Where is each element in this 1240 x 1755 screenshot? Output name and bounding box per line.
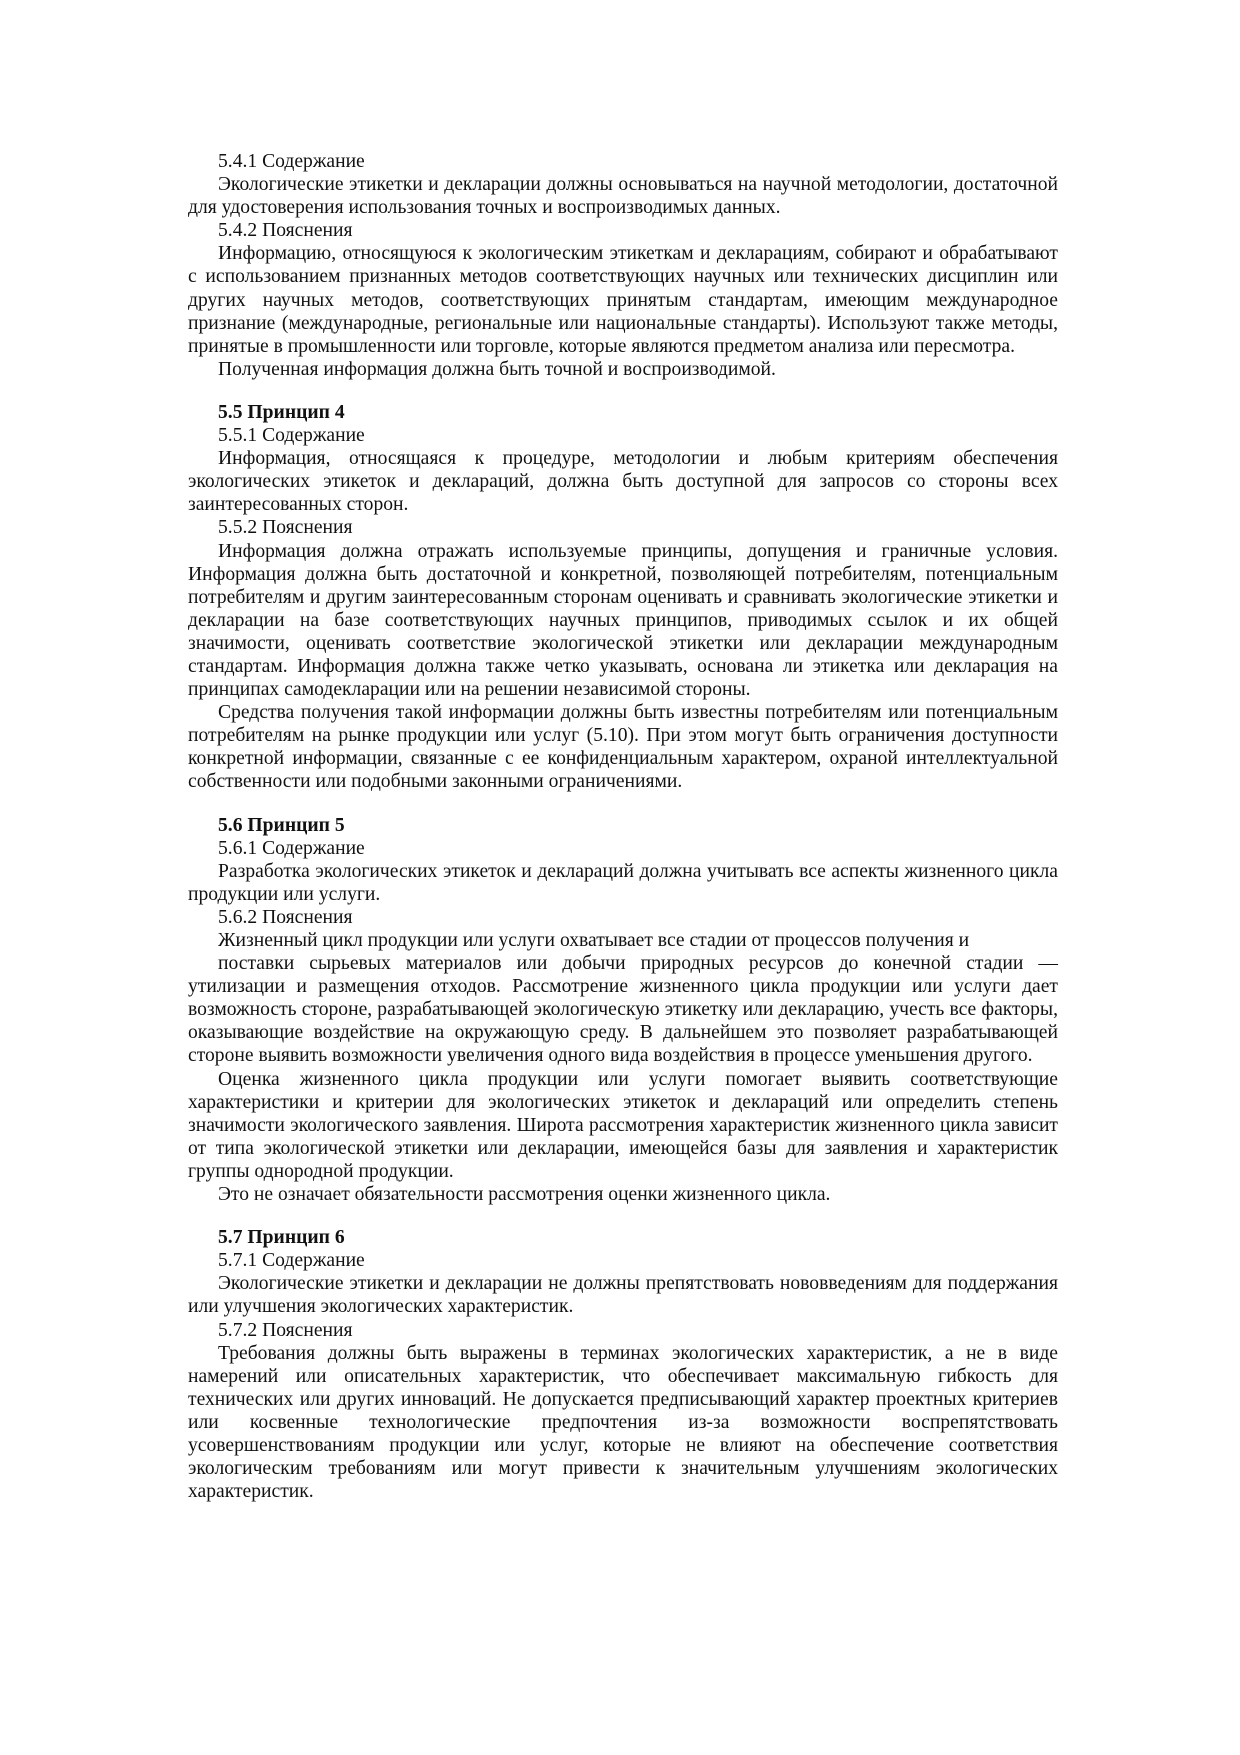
subsection-title: 5.7.1 Содержание <box>218 1250 365 1272</box>
paragraph: Средства получения такой информации должны быть известны потребителям или потенциальным потребителям на рынке продукции или услуг (5.10). При этом могут быть ограничения доступности конкретной информации, связанные с ее конфиденциальным характером, охраной интеллектуальной собственности или подобными законными ограничениями. <box>188 702 1058 793</box>
paragraph: Полученная информация должна быть точной и воспроизводимой. <box>218 358 776 380</box>
paragraph: Информация должна отражать используемые принципы, допущения и граничные условия. Информация должна быть достаточной и конкретной, позволяющей потребителям, потенциальным потребителям и другим заинтересованным сторонам оценивать и сравнивать экологические этикетки и декларации на базе соответствующих научных принципов, приводимых ссылок и их общей значимости, оценивать соответствие экологической этикетки или декларации международным стандартам. Информация должна также четко указывать, основана ли этикетка или декларация на принципах самодекларации или на решении независимой стороны. <box>188 540 1058 701</box>
paragraph: Разработка экологических этикеток и деклараций должна учитывать все аспекты жизненного цикла продукции или услуги. <box>188 860 1058 905</box>
subsection-title: 5.7.2 Пояснения <box>218 1319 353 1341</box>
section-gap <box>188 1206 1058 1226</box>
section-heading: 5.6 Принцип 5 <box>218 814 345 836</box>
paragraph: Информация, относящаяся к процедуре, методологии и любым критериям обеспечения экологических этикеток и деклараций, должна быть доступной для запросов со стороны всех заинтересованных сторон. <box>188 448 1058 516</box>
paragraph: Это не означает обязательности рассмотрения оценки жизненного цикла. <box>218 1184 831 1206</box>
subsection-title: 5.4.2 Пояснения <box>218 220 353 242</box>
paragraph-line: поставки сырьевых материалов или добычи природных ресурсов до конечной стадии — <box>218 953 1058 975</box>
section-gap <box>188 794 1058 814</box>
paragraph: утилизации и размещения отходов. Рассмотрение жизненного цикла продукции или услуги дает возможность стороне, разрабатывающей экологическую этикетку или декларацию, учесть все факторы, оказывающие воздействие на окружающую среду. В дальнейшем это позволяет разрабатывающей стороне выявить возможности увеличения одного вида воздействия в процессе уменьшения другого. <box>188 976 1058 1067</box>
paragraph: Требования должны быть выражены в терминах экологических характеристик, а не в виде намерений или описательных характеристик, что обеспечивает максимальную гибкость для технических или других инноваций. Не допускается предписывающий характер проектных критериев или косвенные технологические предпочтения из-за возможности воспрепятствовать усовершенствованиям продукции или услуг, которые не влияют на обеспечение соответствия экологическим требованиям или могут привести к значительным улучшениям экологических характеристик. <box>188 1342 1058 1503</box>
paragraph: Экологические этикетки и декларации должны основываться на научной методологии, достаточной для удостоверения использования точных и воспроизводимых данных. <box>188 174 1058 219</box>
document-page <box>188 150 1058 1503</box>
section-heading: 5.5 Принцип 4 <box>218 401 345 423</box>
paragraph: Оценка жизненного цикла продукции или услуги помогает выявить соответствующие характеристики и критерии для экологических этикеток и деклараций или определить степень значимости экологического заявления. Широта рассмотрения характеристик жизненного цикла зависит от типа экологической этикетки или декларации, имеющейся базы для заявления и характеристик группы однородной продукции. <box>188 1068 1058 1182</box>
subsection-title: 5.6.2 Пояснения <box>218 906 353 928</box>
paragraph: Экологические этикетки и декларации не должны препятствовать нововведениям для поддержания или улучшения экологических характеристик. <box>188 1273 1058 1318</box>
section-gap <box>188 381 1058 401</box>
section-heading: 5.7 Принцип 6 <box>218 1227 345 1249</box>
subsection-title: 5.6.1 Содержание <box>218 837 365 859</box>
subsection-title: 5.5.1 Содержание <box>218 425 365 447</box>
subsection-title: 5.5.2 Пояснения <box>218 517 353 539</box>
paragraph: Информацию, относящуюся к экологическим этикеткам и декларациям, собирают и обрабатывают с использованием признанных методов соответствующих научных или технических дисциплин или других научных методов, соответствующих принятым стандартам, имеющим международное признание (международные, региональные или национальные стандарты). Используют также методы, принятые в промышленности или торговле, которые являются предметом анализа или пересмотра. <box>188 243 1058 357</box>
paragraph-line: Жизненный цикл продукции или услуги охватывает все стадии от процессов получения и <box>218 930 970 951</box>
subsection-title: 5.4.1 Содержание <box>218 151 365 172</box>
